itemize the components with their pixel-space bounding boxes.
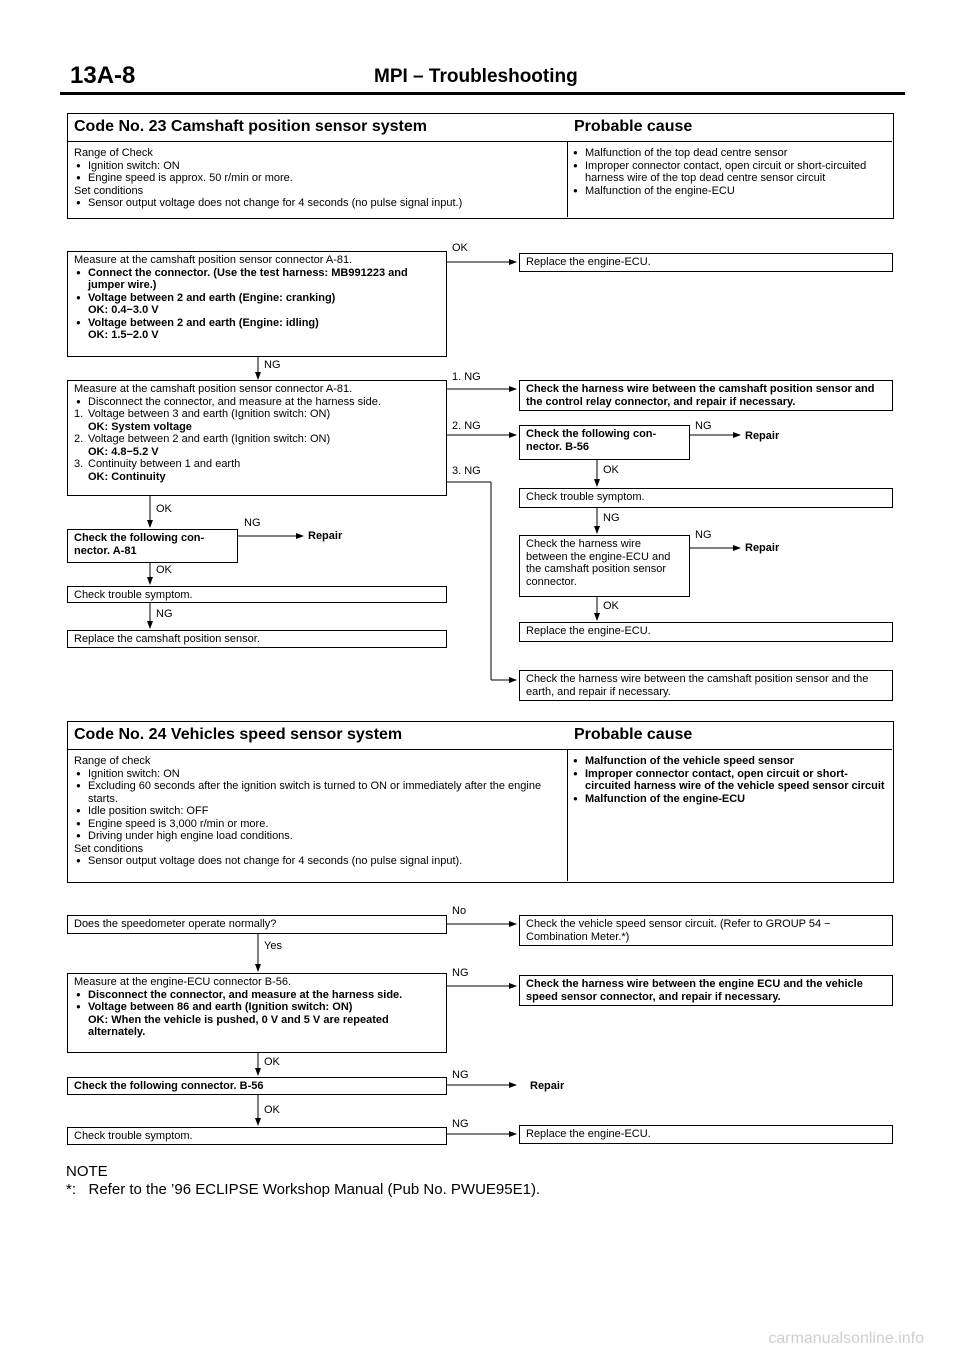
code24-cause-title: Probable cause [574,726,693,743]
flow24-ng-label-2: NG [452,1069,469,1081]
code24-title: Code No. 24 Vehicles speed sensor system [74,726,403,743]
flow23-step1: Measure at the camshaft position sensor connector A-81. ● Connect the connector. (Use the test harness: MB991223 and jumper wire.) ● Voltage between 2 and earth (Engine: cranking) OK: 0.4−3.0 V ● Voltage between 2 and earth (Engine: idling) OK: 1.5−2.0 V [67,251,447,357]
code23-causes: ● Malfunction of the top dead centre sensor ● Improper connector contact, open circuit or short-circuited harness wire of the top dead centre sensor circuit ● Malfunction of the engine-ECU [571,147,889,197]
flow24-step2-ng-result: Check the harness wire between the engine ECU and the vehicle speed sensor connector, and repair if necessary. [519,975,893,1006]
code24-causes: ● Malfunction of the vehicle speed sensor ● Improper connector contact, open circuit or short-circuited harness wire of the vehicle speed sensor circuit ● Malfunction of the engine-ECU [571,755,889,805]
flow23-ng-label-4: NG [695,529,712,541]
flow23-repair-1: Repair [745,430,780,442]
code23-title: Code No. 23 Camshaft position sensor system [74,118,427,135]
flow23-ok-label-3: OK [603,600,619,612]
flow24-ok-label-1: OK [264,1056,280,1068]
code24-range: Range of check ● Ignition switch: ON ● Excluding 60 seconds after the ignition switch is turned to ON or immediately after the engine starts. ● Idle position switch: OFF ● Engine speed is 3,000 r/min or more. ● Driving under high engine load conditions. Set conditions ● Sensor output voltage does not change for 4 seconds (no pulse signal input). [74,755,562,868]
flow23-ng1-result: Check the harness wire between the camshaft position sensor and the control relay connector, and repair if necessary. [519,380,893,411]
flow23-ng-label-3: NG [603,512,620,524]
page-number: 13A-8 [70,62,136,89]
flow23-ok-label: OK [452,242,468,254]
flow24-ng-label-1: NG [452,967,469,979]
flow23-ng-label-2: NG [695,420,712,432]
code23-cause-title: Probable cause [574,118,693,135]
flow23-ok-label-5: OK [156,564,172,576]
flow23-step2: Measure at the camshaft position sensor connector A-81. ● Disconnect the connector, and measure at the harness side. 1. Voltage between 3 and earth (Ignition switch: ON) OK: System voltage 2. Voltage between 2 and earth (Ignition switch: ON) OK: 4.8−5.2 V 3. Continuity between 1 and earth OK: Continuity [67,380,447,496]
flow23-check-symptom-left: Check trouble symptom. [67,586,447,603]
code24-table [67,721,894,883]
flow24-step2: Measure at the engine-ECU connector B-56. ● Disconnect the connector, and measure at the harness side. ● Voltage between 86 and earth (Ignition switch: ON) OK: When the vehicle is pushed, 0 V and 5 V are repeated alternately. [67,973,447,1053]
flow23-repair-2: Repair [745,542,780,554]
flow23-ok-label-2: OK [603,464,619,476]
flow23-harness-check: Check the harness wire between the engine-ECU and the camshaft position sensor connector. [519,535,690,597]
flow24-yes-label: Yes [264,940,282,952]
flow24-ok-label-2: OK [264,1104,280,1116]
flow23-ng-label-1: NG [264,359,281,371]
section-title: MPI – Troubleshooting [374,66,578,87]
flow23-ng2-label: 2. NG [452,420,481,432]
flow24-replace-ecu: Replace the engine-ECU. [519,1125,893,1144]
flow23-replace-ecu-1: Replace the engine-ECU. [519,253,893,272]
flow23-replace-sensor: Replace the camshaft position sensor. [67,630,447,648]
flow24-check-connector: Check the following connector. B-56 [67,1077,447,1095]
flow23-repair-3: Repair [308,530,343,542]
code23-range: Range of Check ● Ignition switch: ON ● Engine speed is approx. 50 r/min or more. Set conditions ● Sensor output voltage does not change for 4 seconds (no pulse signal input.) [74,147,562,210]
flow24-ng-label-3: NG [452,1118,469,1130]
flow23-ng-label-6: NG [156,608,173,620]
flow24-q1-no-result: Check the vehicle speed sensor circuit. (Refer to GROUP 54 − Combination Meter.*) [519,915,893,946]
flow24-no-label: No [452,905,467,917]
flow23-ng-label-5: NG [244,517,261,529]
note-text: *: Refer to the ’96 ECLIPSE Workshop Manual (Pub No. PWUE95E1). [66,1181,541,1198]
flow23-replace-ecu-2: Replace the engine-ECU. [519,622,893,642]
flow24-repair: Repair [530,1080,565,1092]
note-title: NOTE [66,1163,108,1180]
flow23-ng3-result: Check the harness wire between the camshaft position sensor and the earth, and repair if necessary. [519,670,893,701]
flow23-ok-label-4: OK [156,503,172,515]
watermark: carmanualsonline.info [768,1330,924,1347]
flow23-ng3-label: 3. NG [452,465,481,477]
flow23-check-symptom-right: Check trouble symptom. [519,488,893,508]
flow24-q1: Does the speedometer operate normally? [67,915,447,934]
flow23-ng2-check: Check the following con- nector. B-56 [519,425,690,460]
flow23-ng1-label: 1. NG [452,371,481,383]
flow24-check-symptom: Check trouble symptom. [67,1127,447,1145]
flow23-check-connector-a81: Check the following con- nector. A-81 [67,529,238,563]
